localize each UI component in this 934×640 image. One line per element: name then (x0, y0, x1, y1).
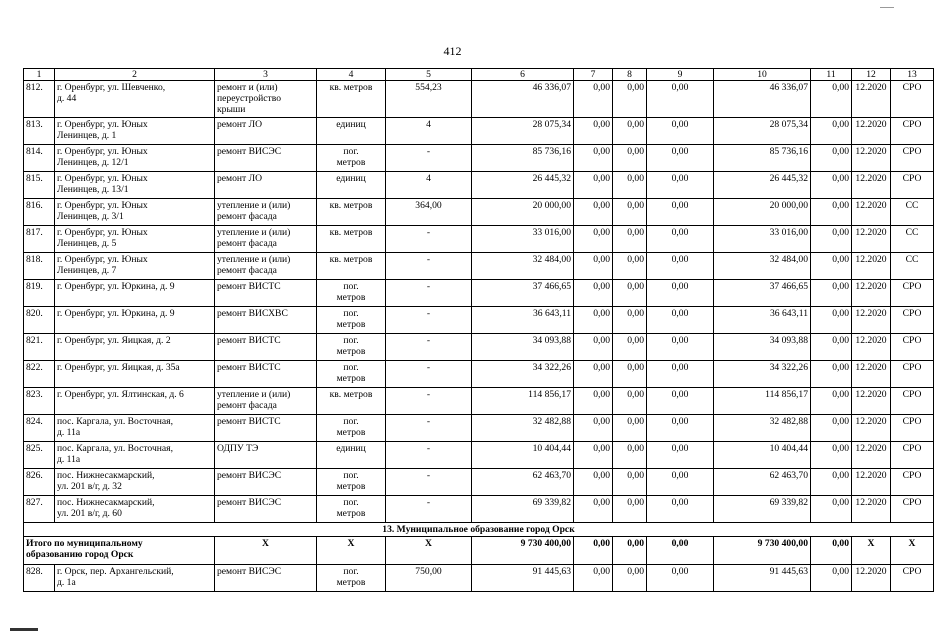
row-number-cell: 823. (24, 388, 55, 415)
col7-cell: 0,00 (574, 280, 613, 307)
col11-cell: 0,00 (811, 307, 852, 334)
quantity-cell: - (386, 280, 472, 307)
col9-cell: 0,00 (647, 388, 714, 415)
row-number-cell: 821. (24, 334, 55, 361)
col7-cell: 0,00 (574, 388, 613, 415)
address-cell: г. Оренбург, ул. Юркина, д. 9 (55, 307, 215, 334)
row-number-cell: 812. (24, 81, 55, 118)
col11-cell: 0,00 (811, 469, 852, 496)
date-cell: 12.2020 (852, 361, 891, 388)
col9-cell: 0,00 (647, 442, 714, 469)
source-cell: СРО (891, 334, 934, 361)
col11-cell: 0,00 (811, 118, 852, 145)
col7-cell: 0,00 (574, 469, 613, 496)
row-number-cell: 819. (24, 280, 55, 307)
date-cell: 12.2020 (852, 307, 891, 334)
address-cell: пос. Каргала, ул. Восточная, д. 11а (55, 415, 215, 442)
total-c7: 0,00 (574, 537, 613, 565)
column-number: 1 (24, 69, 55, 81)
col11-cell: 0,00 (811, 496, 852, 523)
quantity-cell: - (386, 145, 472, 172)
column-number: 4 (317, 69, 386, 81)
col7-cell: 0,00 (574, 226, 613, 253)
source-cell: СРО (891, 145, 934, 172)
column-number: 8 (613, 69, 647, 81)
quantity-cell: 750,00 (386, 565, 472, 592)
work-type-cell: ремонт ВИСТС (215, 280, 317, 307)
col10-cell: 91 445,63 (714, 565, 811, 592)
column-number: 10 (714, 69, 811, 81)
table-row (24, 442, 934, 469)
unit-cell: единиц (317, 172, 386, 199)
source-cell: СРО (891, 280, 934, 307)
col11-cell: 0,00 (811, 172, 852, 199)
table-row (24, 145, 934, 172)
unit-cell: пог. метров (317, 280, 386, 307)
col11-cell: 0,00 (811, 145, 852, 172)
col11-cell: 0,00 (811, 334, 852, 361)
total-cost-cell: 28 075,34 (472, 118, 574, 145)
source-cell: СРО (891, 118, 934, 145)
column-number: 6 (472, 69, 574, 81)
total-cost-cell: 62 463,70 (472, 469, 574, 496)
table-row (24, 388, 934, 415)
work-type-cell: ОДПУ ТЭ (215, 442, 317, 469)
col9-cell: 0,00 (647, 81, 714, 118)
column-number: 11 (811, 69, 852, 81)
page-number: 412 (443, 44, 462, 58)
total-c3: X (215, 537, 317, 565)
total-c6: 9 730 400,00 (472, 537, 574, 565)
total-cost-cell: 46 336,07 (472, 81, 574, 118)
work-type-cell: ремонт ЛО (215, 172, 317, 199)
total-cost-cell: 32 482,88 (472, 415, 574, 442)
column-number: 2 (55, 69, 215, 81)
col10-cell: 62 463,70 (714, 469, 811, 496)
date-cell: 12.2020 (852, 145, 891, 172)
total-cost-cell: 85 736,16 (472, 145, 574, 172)
row-number-cell: 814. (24, 145, 55, 172)
address-cell: г. Оренбург, ул. Юных Ленинцев, д. 1 (55, 118, 215, 145)
address-cell: г. Оренбург, ул. Шевченко, д. 44 (55, 81, 215, 118)
address-cell: г. Оренбург, ул. Юных Ленинцев, д. 5 (55, 226, 215, 253)
col11-cell: 0,00 (811, 253, 852, 280)
unit-cell: кв. метров (317, 226, 386, 253)
col10-cell: 34 093,88 (714, 334, 811, 361)
date-cell: 12.2020 (852, 81, 891, 118)
col9-cell: 0,00 (647, 469, 714, 496)
total-cost-cell: 20 000,00 (472, 199, 574, 226)
col10-cell: 32 482,88 (714, 415, 811, 442)
address-cell: пос. Нижнесакмарский, ул. 201 в/г, д. 60 (55, 496, 215, 523)
total-cost-cell: 26 445,32 (472, 172, 574, 199)
col10-cell: 69 339,82 (714, 496, 811, 523)
date-cell: 12.2020 (852, 388, 891, 415)
total-c4: X (317, 537, 386, 565)
address-cell: г. Оренбург, ул. Яицкая, д. 2 (55, 334, 215, 361)
work-type-cell: ремонт ВИСХВС (215, 307, 317, 334)
unit-cell: пог. метров (317, 145, 386, 172)
row-number-cell: 820. (24, 307, 55, 334)
total-cost-cell: 36 643,11 (472, 307, 574, 334)
col9-cell: 0,00 (647, 307, 714, 334)
row-number-cell: 815. (24, 172, 55, 199)
total-cost-cell: 33 016,00 (472, 226, 574, 253)
table-row (24, 226, 934, 253)
total-cost-cell: 37 466,65 (472, 280, 574, 307)
date-cell: 12.2020 (852, 496, 891, 523)
work-type-cell: утепление и (или) ремонт фасада (215, 253, 317, 280)
unit-cell: кв. метров (317, 253, 386, 280)
col10-cell: 37 466,65 (714, 280, 811, 307)
col10-cell: 10 404,44 (714, 442, 811, 469)
col9-cell: 0,00 (647, 253, 714, 280)
col8-cell: 0,00 (613, 496, 647, 523)
unit-cell: кв. метров (317, 199, 386, 226)
table-row (24, 496, 934, 523)
work-type-cell: ремонт ВИСТС (215, 415, 317, 442)
address-cell: г. Орск, пер. Архангельский, д. 1а (55, 565, 215, 592)
col8-cell: 0,00 (613, 172, 647, 199)
col7-cell: 0,00 (574, 199, 613, 226)
quantity-cell: - (386, 226, 472, 253)
total-c9: 0,00 (647, 537, 714, 565)
work-type-cell: утепление и (или) ремонт фасада (215, 388, 317, 415)
date-cell: 12.2020 (852, 415, 891, 442)
date-cell: 12.2020 (852, 253, 891, 280)
table-row (24, 199, 934, 226)
col8-cell: 0,00 (613, 226, 647, 253)
quantity-cell: - (386, 388, 472, 415)
address-cell: г. Оренбург, ул. Юных Ленинцев, д. 13/1 (55, 172, 215, 199)
col8-cell: 0,00 (613, 469, 647, 496)
address-cell: пос. Нижнесакмарский, ул. 201 в/г, д. 32 (55, 469, 215, 496)
unit-cell: пог. метров (317, 307, 386, 334)
table-row (24, 334, 934, 361)
row-number-cell: 816. (24, 199, 55, 226)
col11-cell: 0,00 (811, 280, 852, 307)
date-cell: 12.2020 (852, 226, 891, 253)
quantity-cell: - (386, 334, 472, 361)
row-number-cell: 828. (24, 565, 55, 592)
col9-cell: 0,00 (647, 334, 714, 361)
col7-cell: 0,00 (574, 496, 613, 523)
date-cell: 12.2020 (852, 469, 891, 496)
total-label: Итого по муниципальному образованию город Орск (24, 537, 215, 565)
col10-cell: 36 643,11 (714, 307, 811, 334)
work-type-cell: ремонт ВИСЭС (215, 565, 317, 592)
row-number-cell: 813. (24, 118, 55, 145)
source-cell: СРО (891, 172, 934, 199)
quantity-cell: - (386, 361, 472, 388)
quantity-cell: - (386, 469, 472, 496)
col7-cell: 0,00 (574, 145, 613, 172)
col9-cell: 0,00 (647, 226, 714, 253)
total-cost-cell: 69 339,82 (472, 496, 574, 523)
col11-cell: 0,00 (811, 388, 852, 415)
row-number-cell: 822. (24, 361, 55, 388)
date-cell: 12.2020 (852, 118, 891, 145)
quantity-cell: - (386, 442, 472, 469)
bottom-margin-mark (10, 628, 38, 631)
date-cell: 12.2020 (852, 199, 891, 226)
table-row (24, 172, 934, 199)
unit-cell: пог. метров (317, 496, 386, 523)
col8-cell: 0,00 (613, 361, 647, 388)
table-row (24, 361, 934, 388)
table-row (24, 280, 934, 307)
date-cell: 12.2020 (852, 334, 891, 361)
col8-cell: 0,00 (613, 565, 647, 592)
col8-cell: 0,00 (613, 388, 647, 415)
source-cell: СРО (891, 388, 934, 415)
source-cell: СС (891, 253, 934, 280)
total-cost-cell: 10 404,44 (472, 442, 574, 469)
address-cell: г. Оренбург, ул. Ялтинская, д. 6 (55, 388, 215, 415)
total-cost-cell: 91 445,63 (472, 565, 574, 592)
col11-cell: 0,00 (811, 81, 852, 118)
source-cell: СС (891, 226, 934, 253)
table-row (24, 415, 934, 442)
total-c13: X (891, 537, 934, 565)
unit-cell: пог. метров (317, 415, 386, 442)
date-cell: 12.2020 (852, 565, 891, 592)
col8-cell: 0,00 (613, 334, 647, 361)
col9-cell: 0,00 (647, 172, 714, 199)
unit-cell: единиц (317, 118, 386, 145)
work-type-cell: утепление и (или) ремонт фасада (215, 226, 317, 253)
row-number-cell: 826. (24, 469, 55, 496)
col10-cell: 34 322,26 (714, 361, 811, 388)
column-number: 5 (386, 69, 472, 81)
quantity-cell: 364,00 (386, 199, 472, 226)
source-cell: СРО (891, 496, 934, 523)
work-type-cell: утепление и (или) ремонт фасада (215, 199, 317, 226)
column-number: 12 (852, 69, 891, 81)
total-cost-cell: 114 856,17 (472, 388, 574, 415)
quantity-cell: - (386, 496, 472, 523)
col10-cell: 46 336,07 (714, 81, 811, 118)
date-cell: 12.2020 (852, 280, 891, 307)
col8-cell: 0,00 (613, 415, 647, 442)
col10-cell: 32 484,00 (714, 253, 811, 280)
col7-cell: 0,00 (574, 442, 613, 469)
work-type-cell: ремонт ВИСЭС (215, 469, 317, 496)
date-cell: 12.2020 (852, 172, 891, 199)
table-row (24, 307, 934, 334)
total-cost-cell: 32 484,00 (472, 253, 574, 280)
col11-cell: 0,00 (811, 361, 852, 388)
source-cell: СРО (891, 361, 934, 388)
table-row (24, 253, 934, 280)
address-cell: пос. Каргала, ул. Восточная, д. 11а (55, 442, 215, 469)
unit-cell: единиц (317, 442, 386, 469)
col8-cell: 0,00 (613, 118, 647, 145)
column-number: 13 (891, 69, 934, 81)
col8-cell: 0,00 (613, 253, 647, 280)
col8-cell: 0,00 (613, 442, 647, 469)
unit-cell: пог. метров (317, 361, 386, 388)
col7-cell: 0,00 (574, 307, 613, 334)
section-title-row (24, 523, 934, 537)
col9-cell: 0,00 (647, 118, 714, 145)
column-number: 7 (574, 69, 613, 81)
source-cell: СРО (891, 415, 934, 442)
table-row (24, 469, 934, 496)
quantity-cell: 554,23 (386, 81, 472, 118)
col10-cell: 85 736,16 (714, 145, 811, 172)
source-cell: СРО (891, 469, 934, 496)
work-type-cell: ремонт ВИСТС (215, 361, 317, 388)
row-number-cell: 817. (24, 226, 55, 253)
source-cell: СРО (891, 565, 934, 592)
address-cell: г. Оренбург, ул. Юркина, д. 9 (55, 280, 215, 307)
row-number-cell: 818. (24, 253, 55, 280)
col7-cell: 0,00 (574, 81, 613, 118)
total-c5: X (386, 537, 472, 565)
col7-cell: 0,00 (574, 118, 613, 145)
unit-cell: пог. метров (317, 469, 386, 496)
total-cost-cell: 34 322,26 (472, 361, 574, 388)
col7-cell: 0,00 (574, 334, 613, 361)
total-cost-cell: 34 093,88 (472, 334, 574, 361)
section-title: 13. Муниципальное образование город Орск (24, 523, 934, 537)
col11-cell: 0,00 (811, 199, 852, 226)
column-number: 9 (647, 69, 714, 81)
address-cell: г. Оренбург, ул. Юных Ленинцев, д. 3/1 (55, 199, 215, 226)
col11-cell: 0,00 (811, 226, 852, 253)
col8-cell: 0,00 (613, 81, 647, 118)
table-row (24, 118, 934, 145)
work-type-cell: ремонт ВИСЭС (215, 496, 317, 523)
unit-cell: кв. метров (317, 388, 386, 415)
col9-cell: 0,00 (647, 496, 714, 523)
source-cell: СС (891, 199, 934, 226)
total-c11: 0,00 (811, 537, 852, 565)
quantity-cell: 4 (386, 172, 472, 199)
work-type-cell: ремонт ЛО (215, 118, 317, 145)
quantity-cell: - (386, 253, 472, 280)
source-cell: СРО (891, 442, 934, 469)
col7-cell: 0,00 (574, 361, 613, 388)
col8-cell: 0,00 (613, 280, 647, 307)
source-cell: СРО (891, 81, 934, 118)
col9-cell: 0,00 (647, 280, 714, 307)
top-margin-mark (880, 7, 894, 8)
col11-cell: 0,00 (811, 565, 852, 592)
col9-cell: 0,00 (647, 565, 714, 592)
quantity-cell: 4 (386, 118, 472, 145)
row-number-cell: 825. (24, 442, 55, 469)
work-type-cell: ремонт и (или) переустройство крыши (215, 81, 317, 118)
col11-cell: 0,00 (811, 415, 852, 442)
col10-cell: 28 075,34 (714, 118, 811, 145)
column-number-row (24, 69, 934, 81)
unit-cell: пог. метров (317, 565, 386, 592)
col7-cell: 0,00 (574, 415, 613, 442)
unit-cell: пог. метров (317, 334, 386, 361)
table-row (24, 565, 934, 592)
col11-cell: 0,00 (811, 442, 852, 469)
row-number-cell: 827. (24, 496, 55, 523)
col7-cell: 0,00 (574, 565, 613, 592)
address-cell: г. Оренбург, ул. Яицкая, д. 35а (55, 361, 215, 388)
total-c10: 9 730 400,00 (714, 537, 811, 565)
work-type-cell: ремонт ВИСТС (215, 334, 317, 361)
quantity-cell: - (386, 415, 472, 442)
unit-cell: кв. метров (317, 81, 386, 118)
total-c8: 0,00 (613, 537, 647, 565)
table-row (24, 81, 934, 118)
date-cell: 12.2020 (852, 442, 891, 469)
col7-cell: 0,00 (574, 253, 613, 280)
col8-cell: 0,00 (613, 145, 647, 172)
total-c12: X (852, 537, 891, 565)
col8-cell: 0,00 (613, 199, 647, 226)
col8-cell: 0,00 (613, 307, 647, 334)
source-cell: СРО (891, 307, 934, 334)
col10-cell: 114 856,17 (714, 388, 811, 415)
column-number: 3 (215, 69, 317, 81)
col10-cell: 20 000,00 (714, 199, 811, 226)
address-cell: г. Оренбург, ул. Юных Ленинцев, д. 7 (55, 253, 215, 280)
work-type-cell: ремонт ВИСЭС (215, 145, 317, 172)
row-number-cell: 824. (24, 415, 55, 442)
col9-cell: 0,00 (647, 415, 714, 442)
col9-cell: 0,00 (647, 145, 714, 172)
col9-cell: 0,00 (647, 199, 714, 226)
col10-cell: 26 445,32 (714, 172, 811, 199)
municipal-total-row (24, 537, 934, 565)
col7-cell: 0,00 (574, 172, 613, 199)
col10-cell: 33 016,00 (714, 226, 811, 253)
address-cell: г. Оренбург, ул. Юных Ленинцев, д. 12/1 (55, 145, 215, 172)
register-table (23, 68, 934, 592)
col9-cell: 0,00 (647, 361, 714, 388)
quantity-cell: - (386, 307, 472, 334)
